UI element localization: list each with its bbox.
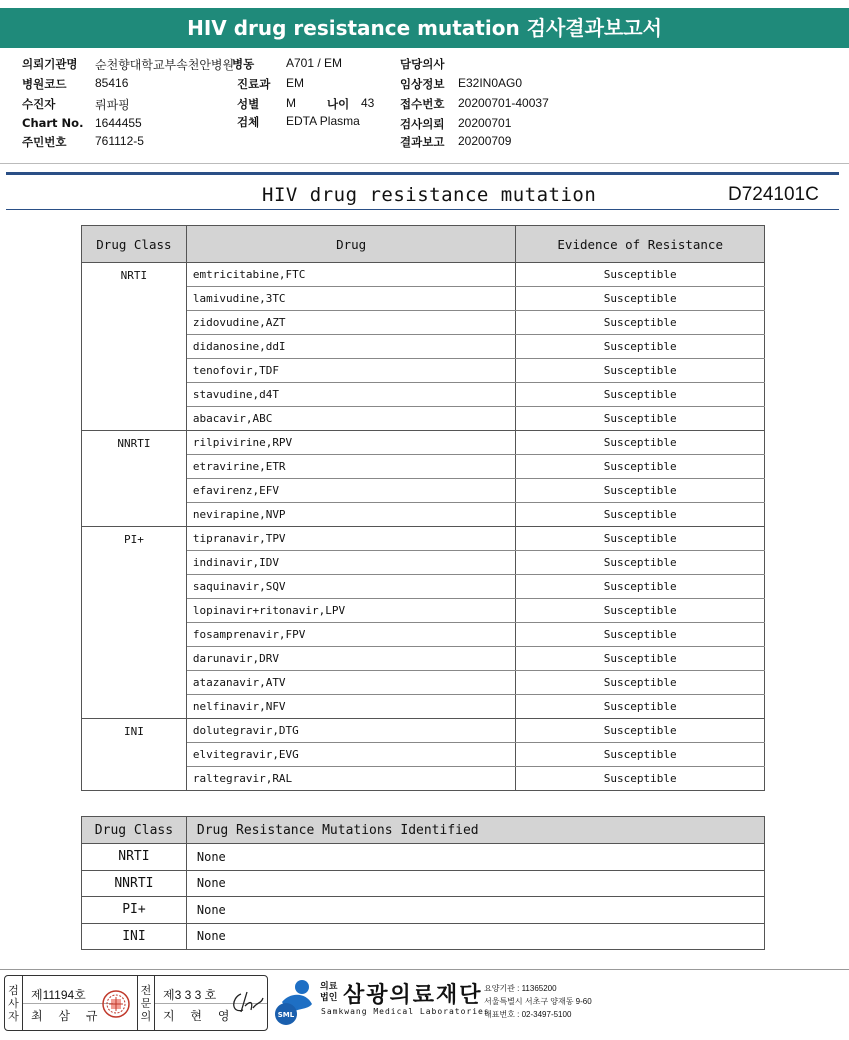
evidence-cell: Susceptible xyxy=(516,335,765,359)
section-code: D724101C xyxy=(728,184,819,205)
col-header-mutations: Drug Resistance Mutations Identified xyxy=(186,817,764,844)
drug-cell: nelfinavir,NFV xyxy=(186,695,516,719)
dept-label: 진료과 xyxy=(237,77,271,91)
evidence-cell: Susceptible xyxy=(516,503,765,527)
drug-cell: rilpivirine,RPV xyxy=(186,431,516,455)
report-title: HIV drug resistance mutation 검사결과보고서 xyxy=(0,8,849,48)
clinical-value: E32IN0AG0 xyxy=(458,76,523,90)
signature-box xyxy=(4,975,268,1031)
patient-value: 뤼파핑 xyxy=(95,98,130,112)
signature-icon xyxy=(227,988,267,1018)
chart-label: Chart No. xyxy=(22,116,84,130)
mutation-cell: None xyxy=(186,870,764,897)
table-row xyxy=(82,844,765,871)
drug-cell: saquinavir,SQV xyxy=(186,575,516,599)
drug-cell: stavudine,d4T xyxy=(186,383,516,407)
doctor-label: 담당의사 xyxy=(400,57,445,71)
org-contact-info: 요양기관 : 11365200 서울특별시 서초구 양재동 9-60 대표번호 : 02-3497-5100 xyxy=(484,984,592,1019)
chart-value: 1644455 xyxy=(95,116,142,130)
drug-class-cell: INI xyxy=(82,719,187,791)
evidence-cell: Susceptible xyxy=(516,647,765,671)
drug-cell: dolutegravir,DTG xyxy=(186,719,516,743)
sml-logo-icon xyxy=(272,978,318,1026)
col-header-drug: Drug xyxy=(186,226,516,263)
examiner-name: 최 삼 규 xyxy=(31,1009,104,1023)
evidence-cell: Susceptible xyxy=(516,767,765,791)
drug-cell: tipranavir,TPV xyxy=(186,527,516,551)
section-bottom-rule xyxy=(6,209,839,210)
evidence-cell: Susceptible xyxy=(516,695,765,719)
specialist-license: 제3 3 3 호 xyxy=(163,988,217,1002)
drug-class-cell: NNRTI xyxy=(82,431,187,527)
drug-class-cell: PI+ xyxy=(82,527,187,719)
request-value: 20200701 xyxy=(458,116,512,130)
drug-cell: fosamprenavir,FPV xyxy=(186,623,516,647)
col-header-evidence: Evidence of Resistance xyxy=(516,226,765,263)
specimen-label: 검체 xyxy=(237,115,260,129)
drug-cell: lopinavir+ritonavir,LPV xyxy=(186,599,516,623)
table-row xyxy=(82,719,765,743)
ward-label: 병동 xyxy=(232,57,255,71)
drug-cell: nevirapine,NVP xyxy=(186,503,516,527)
section-top-rule xyxy=(6,172,839,175)
section-title: HIV drug resistance mutation xyxy=(262,184,597,206)
rrn-label: 주민번호 xyxy=(22,135,67,149)
resistance-table xyxy=(81,225,765,791)
col-header-drug-class: Drug Class xyxy=(82,817,187,844)
request-label: 검사의뢰 xyxy=(400,117,445,131)
specimen-value: EDTA Plasma xyxy=(286,114,360,128)
evidence-cell: Susceptible xyxy=(516,455,765,479)
table-row xyxy=(82,923,765,950)
evidence-cell: Susceptible xyxy=(516,407,765,431)
mutation-table xyxy=(81,816,765,950)
svg-text:SML: SML xyxy=(277,1011,295,1019)
patient-info xyxy=(0,56,849,164)
table-row xyxy=(82,431,765,455)
drug-class-cell: INI xyxy=(82,923,187,950)
report-label: 결과보고 xyxy=(400,135,445,149)
mutation-cell: None xyxy=(186,844,764,871)
evidence-cell: Susceptible xyxy=(516,551,765,575)
drug-cell: zidovudine,AZT xyxy=(186,311,516,335)
col-header-drug-class: Drug Class xyxy=(82,226,187,263)
evidence-cell: Susceptible xyxy=(516,575,765,599)
evidence-cell: Susceptible xyxy=(516,479,765,503)
report-value: 20200709 xyxy=(458,134,512,148)
info-divider xyxy=(0,163,849,164)
examiner-license: 제11194호 xyxy=(31,988,86,1002)
accession-value: 20200701-40037 xyxy=(458,96,549,110)
footer-divider xyxy=(0,969,849,970)
table-row xyxy=(82,527,765,551)
drug-cell: indinavir,IDV xyxy=(186,551,516,575)
accession-label: 접수번호 xyxy=(400,97,445,111)
drug-cell: efavirenz,EFV xyxy=(186,479,516,503)
table-row xyxy=(82,870,765,897)
drug-cell: tenofovir,TDF xyxy=(186,359,516,383)
sex-label: 성별 xyxy=(237,97,260,111)
institution-label: 의뢰기관명 xyxy=(22,57,78,71)
drug-cell: raltegravir,RAL xyxy=(186,767,516,791)
dept-value: EM xyxy=(286,76,304,90)
patient-label: 수진자 xyxy=(22,97,56,111)
mutation-cell: None xyxy=(186,897,764,924)
drug-class-cell: NRTI xyxy=(82,263,187,431)
institution-value: 순천향대학교부속천안병원 xyxy=(95,58,235,72)
drug-cell: elvitegravir,EVG xyxy=(186,743,516,767)
evidence-cell: Susceptible xyxy=(516,431,765,455)
hospital-code-label: 병원코드 xyxy=(22,77,67,91)
evidence-cell: Susceptible xyxy=(516,359,765,383)
drug-cell: lamivudine,3TC xyxy=(186,287,516,311)
specialist-name: 지 현 영 xyxy=(163,1009,236,1023)
drug-class-cell: PI+ xyxy=(82,897,187,924)
evidence-cell: Susceptible xyxy=(516,527,765,551)
section-header xyxy=(0,182,849,208)
drug-cell: abacavir,ABC xyxy=(186,407,516,431)
evidence-cell: Susceptible xyxy=(516,311,765,335)
evidence-cell: Susceptible xyxy=(516,719,765,743)
evidence-cell: Susceptible xyxy=(516,287,765,311)
drug-cell: emtricitabine,FTC xyxy=(186,263,516,287)
age-value: 43 xyxy=(361,96,375,110)
seal-stamp-icon xyxy=(101,989,131,1019)
drug-cell: atazanavir,ATV xyxy=(186,671,516,695)
evidence-cell: Susceptible xyxy=(516,671,765,695)
specialist-label: 전 문 의 xyxy=(137,976,155,1030)
clinical-label: 임상정보 xyxy=(400,77,445,91)
mutation-cell: None xyxy=(186,923,764,950)
drug-cell: darunavir,DRV xyxy=(186,647,516,671)
org-name-en: Samkwang Medical Laboratories xyxy=(321,1007,490,1016)
examiner-label: 검 사 자 xyxy=(5,976,23,1030)
table-row xyxy=(82,263,765,287)
drug-cell: etravirine,ETR xyxy=(186,455,516,479)
drug-class-cell: NNRTI xyxy=(82,870,187,897)
age-label: 나이 xyxy=(327,97,350,111)
evidence-cell: Susceptible xyxy=(516,623,765,647)
hospital-code-value: 85416 xyxy=(95,76,129,90)
org-type: 의료 법인 xyxy=(320,982,338,1003)
drug-cell: didanosine,ddI xyxy=(186,335,516,359)
sex-value: M xyxy=(286,96,296,110)
evidence-cell: Susceptible xyxy=(516,263,765,287)
rrn-value: 761112-5 xyxy=(95,134,144,148)
evidence-cell: Susceptible xyxy=(516,383,765,407)
table-row xyxy=(82,897,765,924)
drug-class-cell: NRTI xyxy=(82,844,187,871)
evidence-cell: Susceptible xyxy=(516,743,765,767)
evidence-cell: Susceptible xyxy=(516,599,765,623)
ward-value: A701 / EM xyxy=(286,56,343,70)
org-name: 삼광의료재단 xyxy=(343,983,483,1008)
